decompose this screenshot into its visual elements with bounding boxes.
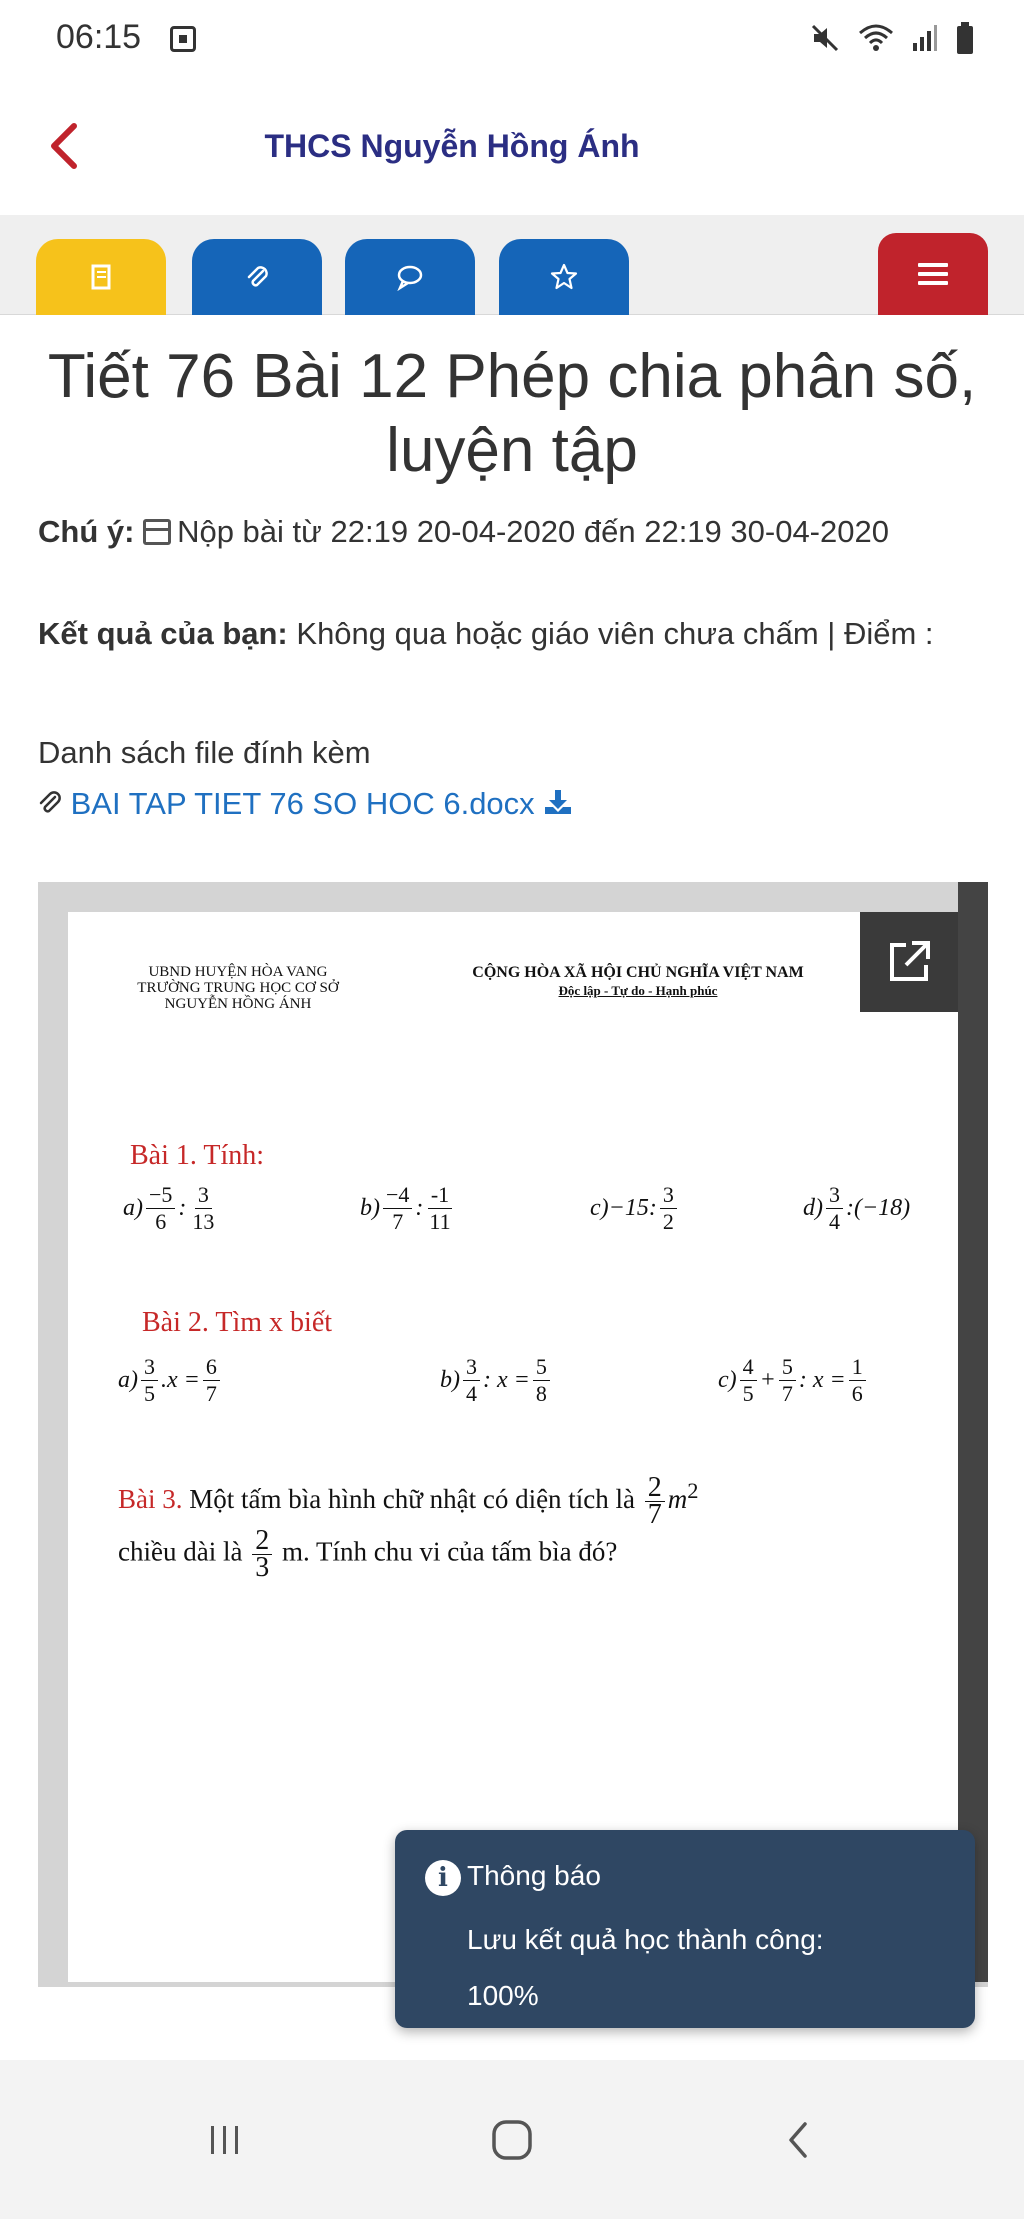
attachments-title: Danh sách file đính kèm: [38, 735, 371, 770]
exercise-3-title: Bài 3.: [118, 1484, 183, 1514]
comment-icon: [395, 263, 425, 291]
deadline-info: [38, 508, 988, 556]
mute-icon: [810, 23, 840, 53]
exercise-3-text: Một tấm bìa hình chữ nhật có diện tích là: [189, 1484, 636, 1514]
system-nav-bar: [0, 2060, 1024, 2219]
book-button[interactable]: [36, 239, 166, 315]
exercise-3-unit: m: [667, 1484, 688, 1514]
document-viewer[interactable]: [38, 882, 988, 1987]
result-info: [38, 610, 988, 658]
status-icons: [810, 22, 974, 54]
book-icon: [87, 263, 115, 291]
menu-icon: [918, 261, 948, 287]
doc-header-left: UBND HUYỆN HÒA VANG TRƯỜNG TRUNG HỌC CƠ SỞ NGUYỄN HỒNG ÁNH: [137, 964, 339, 1012]
note-label: Chú ý:: [38, 514, 135, 549]
exercise-1d: d) $\frac{3}{4}$ :(−18): [803, 1182, 911, 1234]
signal-icon: [912, 23, 938, 53]
result-text: Không qua hoặc giáo viên chưa chấm | Điểm :: [296, 616, 934, 651]
download-icon: [543, 789, 573, 817]
paperclip-icon: [38, 791, 62, 817]
star-button[interactable]: [499, 239, 629, 315]
exercise-1b: b) $\frac{-4}{7}$ : $\frac{-1}{11}$: [360, 1182, 451, 1234]
star-icon: [549, 262, 579, 292]
note-text: Nộp bài từ 22:19 20-04-2020 đến 22:19 30-04-2020: [177, 514, 889, 549]
doc-header-country: CỘNG HÒA XÃ HỘI CHỦ NGHĨA VIỆT NAM: [472, 964, 804, 981]
back-nav-button[interactable]: [768, 2110, 828, 2170]
status-bar: [0, 0, 1024, 80]
toast-value: 100%: [467, 1980, 539, 2011]
open-external-button[interactable]: [860, 912, 958, 1012]
wifi-icon: [858, 23, 894, 53]
toast-notification[interactable]: [395, 1830, 975, 2028]
exercise-2-title: Bài 2. Tìm x biết: [142, 1307, 333, 1338]
calendar-icon: [143, 519, 171, 545]
recent-apps-icon: [205, 2122, 245, 2158]
attachment-filename: BAI TAP TIET 76 SO HOC 6.docx: [70, 786, 535, 821]
home-button[interactable]: [482, 2110, 542, 2170]
attach-button[interactable]: [192, 239, 322, 315]
result-label: Kết quả của bạn:: [38, 616, 288, 651]
exercise-1c: c)−15: $\frac{3}{2}$: [590, 1182, 680, 1235]
lesson-title: Tiết 76 Bài 12 Phép chia phân số, luyện tập: [47, 342, 977, 485]
status-time: 06:15: [56, 18, 142, 56]
toolbar: [0, 215, 1024, 315]
menu-button[interactable]: [878, 233, 988, 315]
toast-title: Thông báo: [467, 1860, 601, 1891]
battery-icon: [956, 22, 974, 54]
app-title: THCS Nguyễn Hồng Ánh: [264, 128, 640, 164]
back-icon: [783, 2118, 813, 2162]
exercise-1a: a) $\frac{-5}{6}$ : $\frac{3}{13}$: [123, 1182, 215, 1234]
exercise-2b: b) $\frac{3}{4}$ : x = $\frac{5}{8}$: [440, 1354, 553, 1407]
exercise-1-title: Bài 1. Tính:: [130, 1140, 265, 1171]
doc-header-right: [428, 964, 848, 1000]
info-icon: i: [425, 1860, 461, 1896]
attachment-link[interactable]: [38, 786, 573, 822]
exercise-2a: a) $\frac{3}{5}$ .x = $\frac{6}{7}$: [118, 1354, 223, 1407]
paperclip-icon: [243, 263, 271, 291]
app-header: [0, 80, 1024, 215]
viewer-scrollbar[interactable]: [958, 882, 988, 1982]
comment-button[interactable]: [345, 239, 475, 315]
screenshot-icon: [170, 26, 196, 52]
home-icon: [490, 2118, 534, 2162]
doc-header-motto: Độc lập - Tự do - Hạnh phúc: [558, 983, 718, 998]
open-external-icon: [886, 939, 932, 985]
recent-apps-button[interactable]: [195, 2110, 255, 2170]
exercise-3: Bài 3. Một tấm bìa hình chữ nhật có diện tích là $\frac{2}{7}$ $m^2$ chiều dài là $\frac{2}{3}$ m. Tính chu vi của tấm bìa đó?: [118, 1472, 699, 1584]
exercise-3-line2a: chiều dài là: [118, 1537, 243, 1567]
toast-message-text: Lưu kết quả học thành công:: [467, 1924, 824, 1955]
toast-message: [467, 1912, 824, 2024]
document-page: [68, 912, 958, 1982]
exercise-2c: c) $\frac{4}{5}$ + $\frac{5}{7}$ : x = $\frac{1}{6}$: [718, 1354, 869, 1407]
exercise-3-line2b: m. Tính chu vi của tấm bìa đó?: [281, 1537, 618, 1567]
